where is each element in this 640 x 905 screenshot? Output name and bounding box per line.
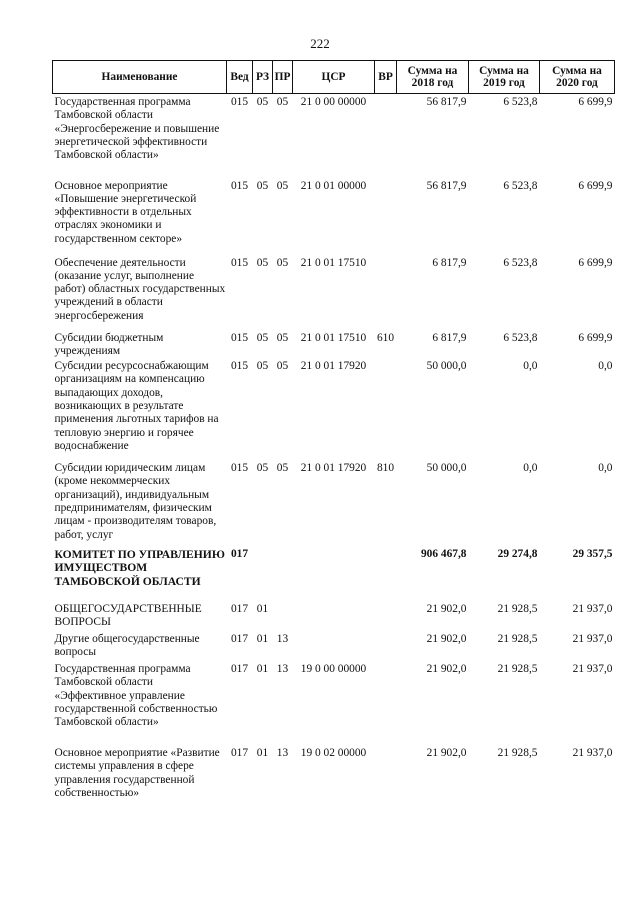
table-row [53,661,615,745]
row-sum-2018: 6 817,9 [432,331,467,344]
row-sum-2020: 6 699,9 [578,179,613,192]
row-csr: 21 0 01 00000 [300,179,367,192]
row-sum-2018: 21 902,0 [426,603,467,616]
row-csr [293,546,375,601]
row-sum-2019: 21 928,5 [497,663,538,676]
row-vr [375,745,397,815]
row-sum-2020: 21 937,0 [572,603,613,616]
row-sum-2019: 21 928,5 [497,747,538,760]
row-name: Основное мероприятие «Повышение энергетической эффективности в отдельных отраслях экономики и государственном секторе» [54,179,197,245]
header-ved: Вед [227,61,253,94]
row-vr: 610 [376,331,395,344]
table-row [53,94,615,178]
row-sum-2019: 6 523,8 [503,96,538,108]
row-sum-2020: 21 937,0 [572,663,613,676]
header-rz: РЗ [253,61,273,94]
row-ved: 015 [230,360,249,373]
row-name: Государственная программа Тамбовской области «Энергосбережение и повышение энергетической эффективности Тамбовской области» [54,96,220,162]
row-pr: 13 [276,633,289,646]
row-sum-2018: 6 817,9 [432,256,467,269]
row-vr [375,661,397,745]
row-ved: 017 [230,633,249,646]
row-name: Субсидии ресурсоснабжающим организациям на компенсацию выпадающих доходов, возникающих в результате применения льготных тарифов на тепловую энергию и горячее водоснабжение [54,360,219,452]
row-pr: 05 [276,331,289,344]
row-csr: 21 0 00 00000 [300,96,367,108]
row-name: КОМИТЕТ ПО УПРАВЛЕНИЮ ИМУЩЕСТВОМ ТАМБОВСКОЙ ОБЛАСТИ [54,548,225,588]
row-sum-2020: 6 699,9 [578,331,613,344]
row-sum-2019: 6 523,8 [503,331,538,344]
row-ved: 017 [230,548,249,561]
row-sum-2018: 21 902,0 [426,663,467,676]
table-row [53,745,615,815]
row-rz [253,546,273,601]
row-sum-2020: 6 699,9 [578,96,613,108]
row-sum-2019: 29 274,8 [497,548,538,561]
row-rz: 05 [256,462,269,475]
row-sum-2020: 21 937,0 [572,747,613,760]
row-rz: 05 [256,179,269,192]
table-row [53,255,615,330]
row-pr: 05 [276,360,289,373]
row-pr: 13 [276,663,289,676]
row-sum-2020: 6 699,9 [578,256,613,269]
row-csr: 21 0 01 17920 [300,462,367,475]
row-pr: 05 [276,462,289,475]
row-csr: 19 0 02 00000 [300,747,367,760]
row-rz: 01 [256,633,269,646]
header-pr: ПР [273,61,293,94]
row-name: Субсидии юридическим лицам (кроме некоммерческих организаций), индивидуальным предпринимателям, физическим лицам - производителям товаров, работ, услуг [54,462,217,541]
table-row [53,631,615,661]
row-csr: 21 0 01 17510 [300,331,367,344]
row-sum-2019: 6 523,8 [503,256,538,269]
budget-table [52,60,615,815]
row-sum-2019: 21 928,5 [497,603,538,616]
table-row [53,601,615,631]
header-sum-2020: Сумма на 2020 год [540,61,615,94]
row-sum-2019: 0,0 [523,360,538,373]
row-sum-2019: 0,0 [523,462,538,475]
table-row [53,178,615,255]
row-sum-2020: 29 357,5 [572,548,613,561]
row-sum-2020: 21 937,0 [572,633,613,646]
row-ved: 017 [230,747,249,760]
row-pr: 13 [276,747,289,760]
row-rz: 05 [256,96,269,108]
row-ved: 017 [230,603,249,616]
row-sum-2018: 906 467,8 [420,548,467,561]
header-csr: ЦСР [293,61,375,94]
row-csr: 19 0 00 00000 [300,663,367,676]
row-rz: 01 [256,663,269,676]
row-ved: 017 [230,663,249,676]
row-sum-2018: 56 817,9 [426,96,467,108]
row-pr: 05 [276,256,289,269]
row-rz: 05 [256,360,269,373]
row-pr: 05 [276,179,289,192]
row-name: Основное мероприятие «Развитие системы управления в сфере управления государственной собственностью» [54,747,220,799]
table-row [53,546,615,601]
row-ved: 015 [230,256,249,269]
table-row [53,460,615,546]
row-rz: 05 [256,331,269,344]
row-vr [375,94,397,178]
header-vr: ВР [375,61,397,94]
header-name: Наименование [53,61,227,94]
row-name: Другие общегосударственные вопросы [54,633,200,659]
row-ved: 015 [230,179,249,192]
row-vr [375,546,397,601]
row-vr [375,178,397,255]
page-number: 222 [310,36,330,51]
table-row [53,358,615,460]
row-vr: 810 [376,462,395,475]
row-csr: 21 0 01 17510 [300,256,367,269]
row-name: Обеспечение деятельности (оказание услуг, выполнение работ) областных государственных учреждений в области энергосбережения [54,256,226,322]
row-sum-2018: 21 902,0 [426,633,467,646]
row-rz: 01 [256,747,269,760]
row-csr: 21 0 01 17920 [300,360,367,373]
row-vr [375,601,397,631]
row-sum-2018: 50 000,0 [426,462,467,475]
row-sum-2019: 21 928,5 [497,633,538,646]
row-csr [293,631,375,661]
row-sum-2018: 56 817,9 [426,179,467,192]
row-rz: 05 [256,256,269,269]
header-sum-2019: Сумма на 2019 год [469,61,540,94]
row-pr [273,601,293,631]
row-rz: 01 [256,603,269,616]
row-pr: 05 [276,96,289,108]
table-row [53,330,615,359]
row-csr [293,601,375,631]
row-pr [273,546,293,601]
row-sum-2020: 0,0 [598,360,613,373]
header-sum-2018: Сумма на 2018 год [397,61,469,94]
row-name: ОБЩЕГОСУДАРСТВЕННЫЕ ВОПРОСЫ [54,603,202,629]
row-sum-2020: 0,0 [598,462,613,475]
row-name: Государственная программа Тамбовской области «Эффективное управление государственной собственностью Тамбовской области» [54,663,218,729]
row-ved: 015 [230,96,249,108]
row-vr [375,255,397,330]
table-header-row [53,61,615,94]
row-name: Субсидии бюджетным учреждениям [54,331,164,357]
row-vr [375,358,397,460]
row-ved: 015 [230,462,249,475]
row-sum-2018: 50 000,0 [426,360,467,373]
row-vr [375,631,397,661]
row-sum-2019: 6 523,8 [503,179,538,192]
row-ved: 015 [230,331,249,344]
row-sum-2018: 21 902,0 [426,747,467,760]
